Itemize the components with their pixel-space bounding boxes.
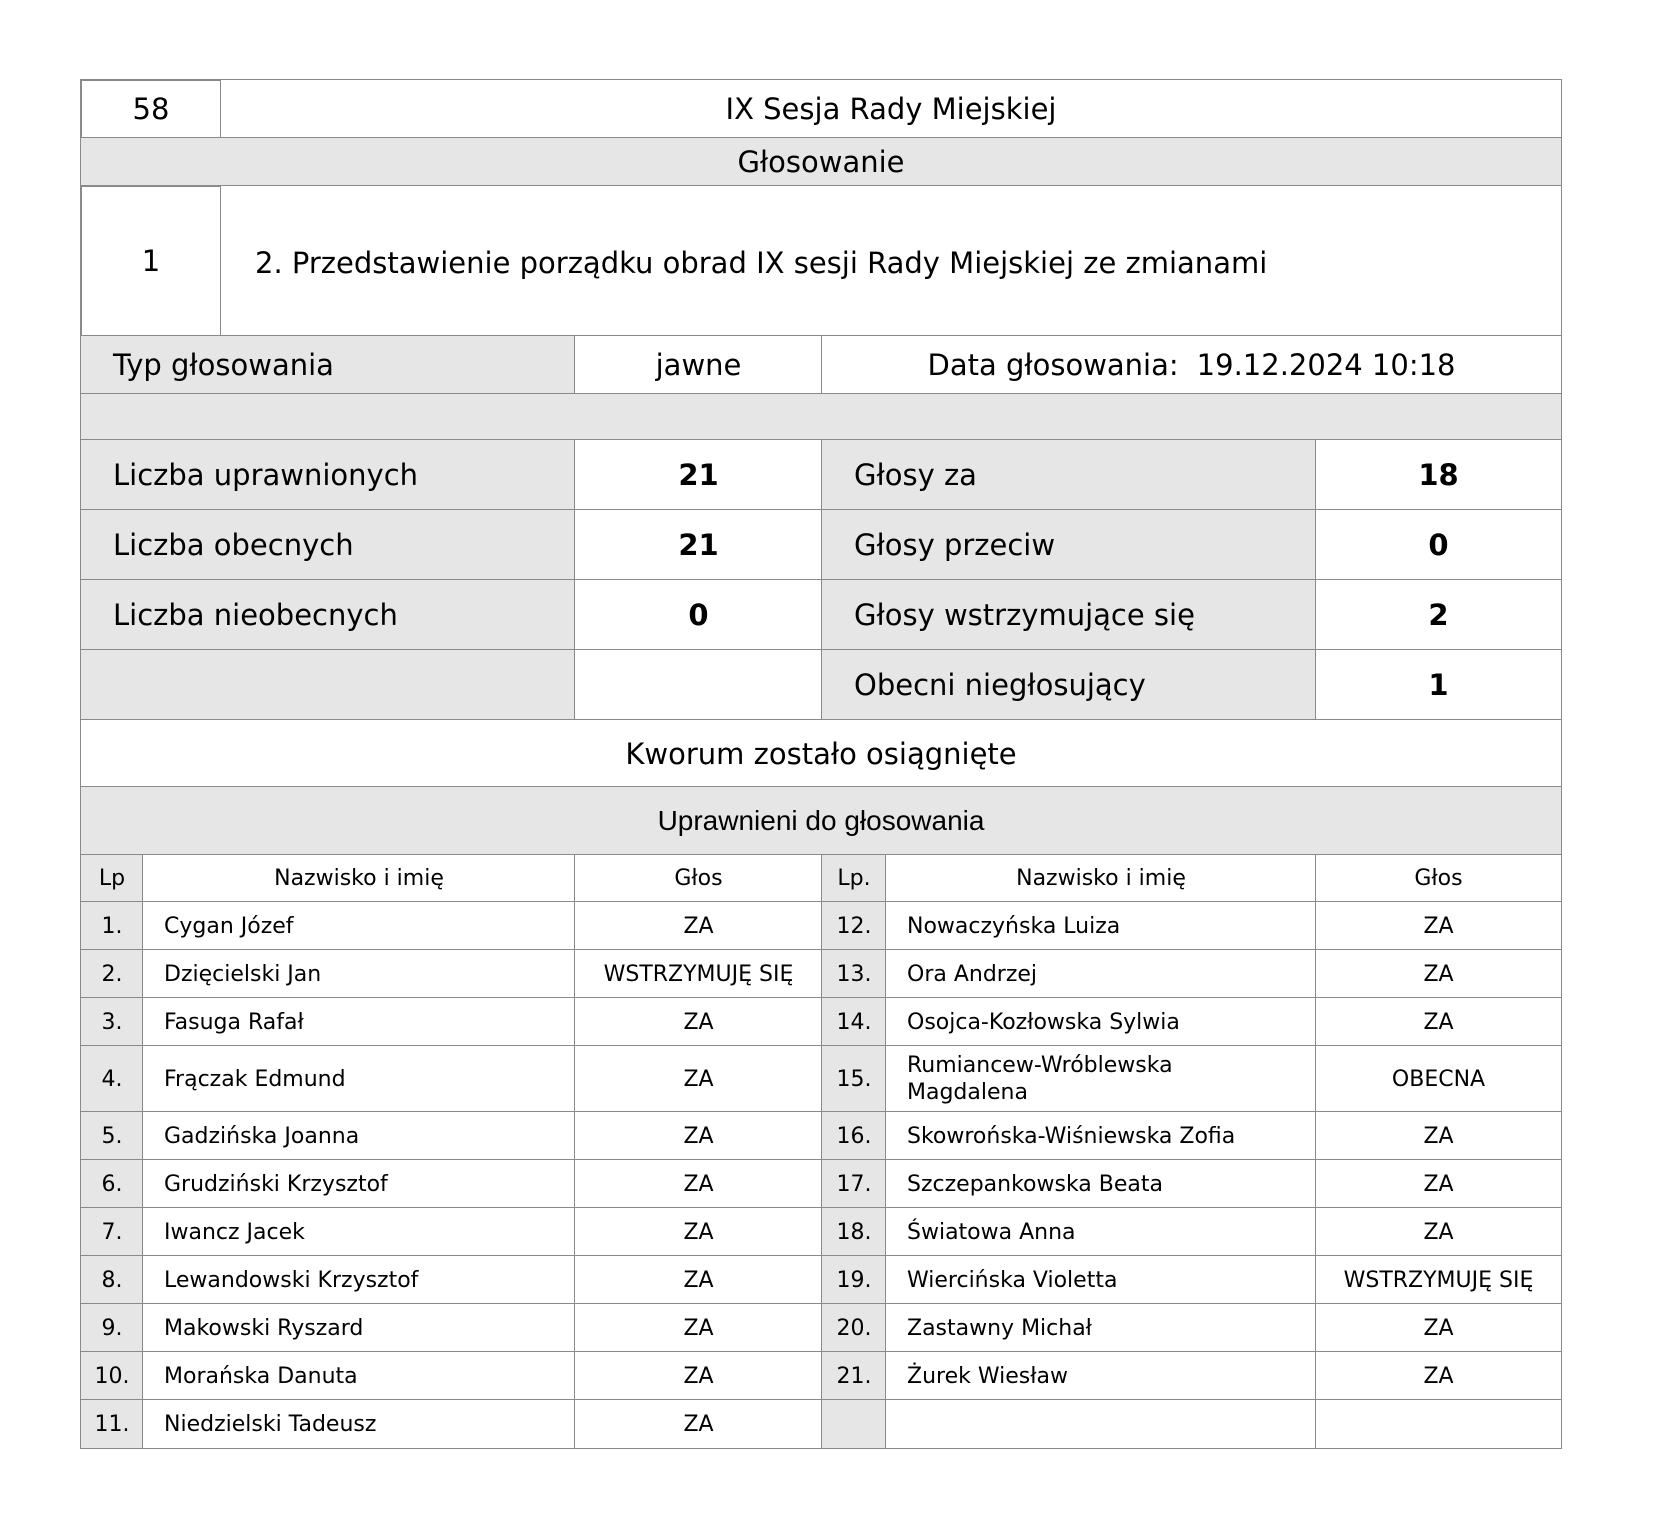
- vote-type-label: Typ głosowania: [80, 335, 576, 395]
- left-row-lp: 1.: [80, 901, 144, 951]
- left-row-vote: ZA: [574, 1399, 823, 1449]
- left-row-lp: 3.: [80, 997, 144, 1047]
- votes-against-value: 0: [1315, 509, 1562, 581]
- right-row-name: Skowrońska-Wiśniewska Zofia: [885, 1111, 1317, 1161]
- quorum-status: Kworum zostało osiągnięte: [80, 719, 1562, 788]
- left-vote-header: Głos: [574, 854, 823, 903]
- right-row-vote: ZA: [1315, 1303, 1562, 1353]
- vote-date-value: 19.12.2024 10:18: [1196, 348, 1456, 382]
- empty-stat-label: [80, 649, 576, 721]
- left-row-name: Gadzińska Joanna: [142, 1111, 576, 1161]
- left-row-vote: ZA: [574, 1351, 823, 1401]
- left-row-vote: ZA: [574, 1111, 823, 1161]
- right-row-lp: [821, 1399, 887, 1449]
- present-count-label: Liczba obecnych: [80, 509, 576, 581]
- right-row-name-line2: Magdalena: [907, 1080, 1028, 1105]
- right-row-vote: ZA: [1315, 1351, 1562, 1401]
- left-row-vote: ZA: [574, 1207, 823, 1257]
- votes-for-label: Głosy za: [821, 439, 1317, 511]
- votes-against-label: Głosy przeciw: [821, 509, 1317, 581]
- right-row-lp: 18.: [821, 1207, 887, 1257]
- vote-date-label: Data głosowania:: [927, 348, 1179, 382]
- left-row-vote: ZA: [574, 901, 823, 951]
- right-row-vote: ZA: [1315, 997, 1562, 1047]
- left-row-name: Grudziński Krzysztof: [142, 1159, 576, 1209]
- right-row-name: Żurek Wiesław: [885, 1351, 1317, 1401]
- present-not-voting-label: Obecni niegłosujący: [821, 649, 1317, 721]
- left-row-lp: 4.: [80, 1045, 144, 1113]
- right-row-name-line1: Rumiancew-Wróblewska: [907, 1053, 1173, 1078]
- left-row-name: Lewandowski Krzysztof: [142, 1255, 576, 1305]
- left-row-vote: ZA: [574, 1303, 823, 1353]
- left-row-vote: ZA: [574, 1045, 823, 1113]
- absent-count-label: Liczba nieobecnych: [80, 579, 576, 651]
- absent-count-value: 0: [574, 579, 823, 651]
- left-row-vote: ZA: [574, 1255, 823, 1305]
- left-row-vote: ZA: [574, 1159, 823, 1209]
- right-row-name: Ora Andrzej: [885, 949, 1317, 999]
- right-row-lp: 20.: [821, 1303, 887, 1353]
- left-row-name: Niedzielski Tadeusz: [142, 1399, 576, 1449]
- left-row-lp: 7.: [80, 1207, 144, 1257]
- right-row-lp: 17.: [821, 1159, 887, 1209]
- record-number: 58: [80, 79, 222, 139]
- right-row-lp: 19.: [821, 1255, 887, 1305]
- empty-stat-value: [574, 649, 823, 721]
- right-row-lp: 14.: [821, 997, 887, 1047]
- right-row-vote: ZA: [1315, 1111, 1562, 1161]
- right-row-lp: 15.: [821, 1045, 887, 1113]
- left-row-vote: WSTRZYMUJĘ SIĘ: [574, 949, 823, 999]
- right-row-vote: ZA: [1315, 1207, 1562, 1257]
- right-row-name: Osojca-Kozłowska Sylwia: [885, 997, 1317, 1047]
- right-row-name: Światowa Anna: [885, 1207, 1317, 1257]
- left-row-name: Cygan Józef: [142, 901, 576, 951]
- vote-subject: 2. Przedstawienie porządku obrad IX sesji Rady Miejskiej ze zmianami: [220, 185, 1562, 337]
- right-row-lp: 16.: [821, 1111, 887, 1161]
- votes-abstain-label: Głosy wstrzymujące się: [821, 579, 1317, 651]
- separator-band: [80, 393, 1562, 441]
- votes-abstain-value: 2: [1315, 579, 1562, 651]
- left-row-name: Dzięcielski Jan: [142, 949, 576, 999]
- right-row-vote: WSTRZYMUJĘ SIĘ: [1315, 1255, 1562, 1305]
- right-row-vote: OBECNA: [1315, 1045, 1562, 1113]
- left-row-lp: 2.: [80, 949, 144, 999]
- vote-date: [821, 335, 1562, 395]
- left-row-name: Morańska Danuta: [142, 1351, 576, 1401]
- right-row-lp: 21.: [821, 1351, 887, 1401]
- left-lp-header: Lp: [80, 854, 144, 903]
- session-title: IX Sesja Rady Miejskiej: [220, 79, 1562, 139]
- left-row-name: Fasuga Rafał: [142, 997, 576, 1047]
- entitled-count-label: Liczba uprawnionych: [80, 439, 576, 511]
- right-name-header: Nazwisko i imię: [885, 854, 1317, 903]
- left-name-header: Nazwisko i imię: [142, 854, 576, 903]
- right-row-vote: ZA: [1315, 1159, 1562, 1209]
- right-row-vote: ZA: [1315, 901, 1562, 951]
- right-row-vote: [1315, 1399, 1562, 1449]
- section-title: Głosowanie: [80, 137, 1562, 187]
- right-lp-header: Lp.: [821, 854, 887, 903]
- right-vote-header: Głos: [1315, 854, 1562, 903]
- left-row-name: Frączak Edmund: [142, 1045, 576, 1113]
- left-row-lp: 8.: [80, 1255, 144, 1305]
- left-row-name: Iwancz Jacek: [142, 1207, 576, 1257]
- left-row-lp: 11.: [80, 1399, 144, 1449]
- left-row-name: Makowski Ryszard: [142, 1303, 576, 1353]
- right-row-name: [885, 1045, 1317, 1113]
- right-row-name: Szczepankowska Beata: [885, 1159, 1317, 1209]
- left-row-lp: 9.: [80, 1303, 144, 1353]
- right-row-name: Wiercińska Violetta: [885, 1255, 1317, 1305]
- right-row-lp: 13.: [821, 949, 887, 999]
- right-row-name: [885, 1399, 1317, 1449]
- vote-type-value: jawne: [574, 335, 823, 395]
- vote-index: 1: [80, 185, 222, 337]
- left-row-lp: 6.: [80, 1159, 144, 1209]
- right-row-name: Nowaczyńska Luiza: [885, 901, 1317, 951]
- left-row-lp: 5.: [80, 1111, 144, 1161]
- right-row-name: Zastawny Michał: [885, 1303, 1317, 1353]
- present-count-value: 21: [574, 509, 823, 581]
- left-row-lp: 10.: [80, 1351, 144, 1401]
- entitled-count-value: 21: [574, 439, 823, 511]
- present-not-voting-value: 1: [1315, 649, 1562, 721]
- voters-list-title: Uprawnieni do głosowania: [80, 786, 1562, 856]
- votes-for-value: 18: [1315, 439, 1562, 511]
- left-row-vote: ZA: [574, 997, 823, 1047]
- right-row-lp: 12.: [821, 901, 887, 951]
- right-row-vote: ZA: [1315, 949, 1562, 999]
